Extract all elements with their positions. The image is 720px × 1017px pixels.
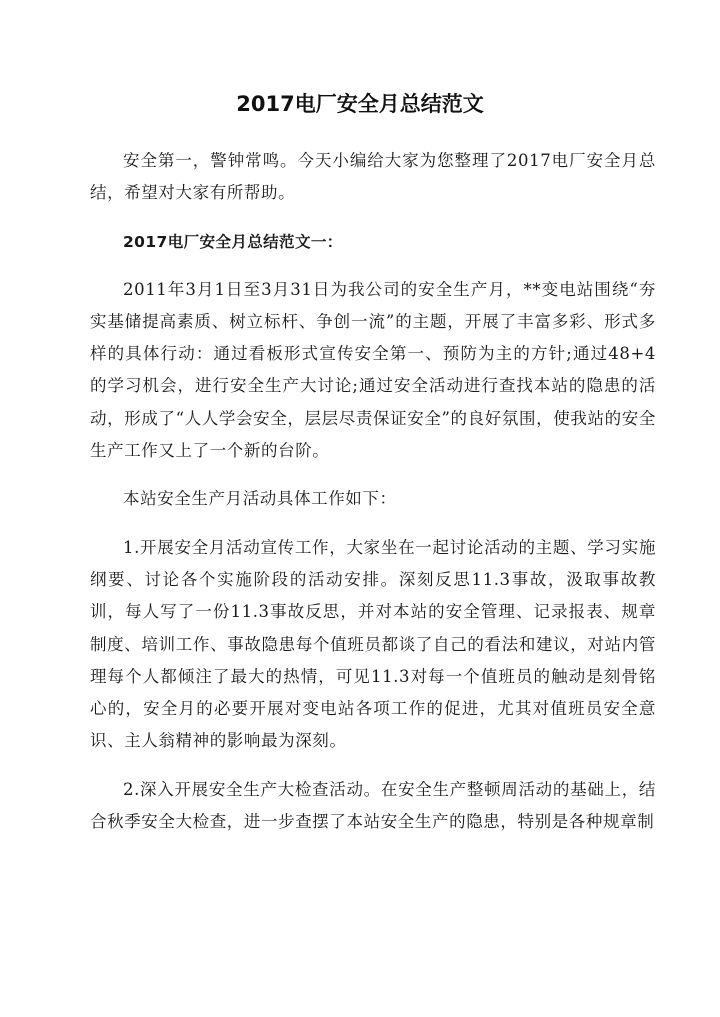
document-title: 2017电厂安全月总结范文 xyxy=(236,92,484,116)
body-paragraph-1: 2011年3月1日至3月31日为我公司的安全生产月，**变电站围绕“夯实基储提高素质、树立标杆、争创一流”的主题，开展了丰富多彩、形式多样的具体行动：通过看板形式宣传安全第一、预防为主的方针;通过48+4的学习机会，进行安全生产大讨论;通过安全活动进行查找本站的隐患的活动，形成了“人人学会安全，层层尽责保证安全”的良好氛围，使我站的安全生产工作又上了一个新的台阶。 xyxy=(90,279,656,461)
document-body xyxy=(90,145,656,854)
section-heading: 2017电厂安全月总结范文一： xyxy=(123,232,343,251)
body-paragraph-2: 本站安全生产月活动具体工作如下： xyxy=(123,489,397,509)
body-paragraph-3: 1.开展安全月活动宣传工作，大家坐在一起讨论活动的主题、学习实施纲要、讨论各个实施阶段的活动安排。深刻反思11.3事故，汲取事故教训，每人写了一份11.3事故反思，并对本站的安全管理、记录报表、规章制度、培训工作、事故隐患每个值班员都谈了自己的看法和建议，对站内管理每个人都倾注了最大的热情，可见11.3对每一个值班员的触动是刻骨铭心的，安全月的必要开展对变电站各项工作的促进，尤其对值班员安全意识、主人翁精神的影响最为深刻。 xyxy=(90,537,656,751)
body-paragraph-4: 2.深入开展安全生产大检查活动。在安全生产整顿周活动的基础上，结合秋季安全大检查，进一步查摆了本站安全生产的隐患，特别是各种规章制 xyxy=(90,779,656,832)
intro-paragraph: 安全第一，警钟常鸣。今天小编给大家为您整理了2017电厂安全月总结，希望对大家有所帮助。 xyxy=(90,151,656,203)
